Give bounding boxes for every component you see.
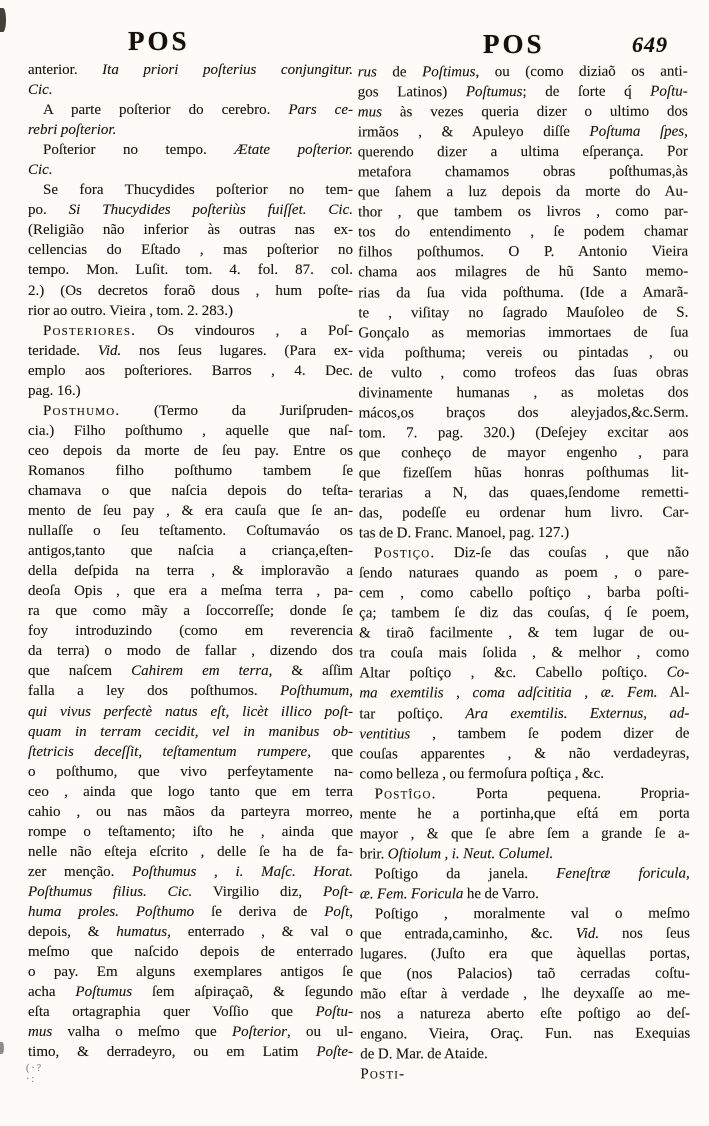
text-line: pag. 16.) — [28, 382, 81, 399]
text-line: mente he a portinha,que eſtá em porta — [359, 805, 690, 823]
text-line: anterior. Ita priori poſterius conjungitur. — [28, 62, 353, 78]
text-line: lugares. (Juſto era que àquellas portas, — [359, 945, 691, 963]
text-line: tom. 7. pag. 320.) (Deſejey excitar aos — [358, 424, 689, 442]
text-line: meſmo que naſcido depois de enterrado — [28, 944, 353, 961]
text-line: A parte poſterior do cerebro. Pars ce- — [43, 102, 353, 119]
column-left-text — [28, 60, 353, 1062]
scan-smudge-ink-marks: (·?·: — [26, 1063, 44, 1085]
text-line: tas de D. Franc. Manoel, pag. 127.) — [358, 524, 570, 542]
text-line: mus valha o meſmo que Poſterior, ou ul- — [28, 1024, 353, 1041]
text-line: timo, & derradeyro, ou em Latim Poſte- — [28, 1044, 353, 1061]
text-line: emplo aos poſteriores. Barros , 4. Dec. — [28, 362, 353, 379]
text-line: huma proles. Poſthumo ſe deriva de Poſt, — [28, 903, 353, 920]
text-line: teridade. Vid. nos ſeus lugares. (Para ex- — [28, 342, 353, 359]
text-line: chamava o que naſcia depois do teſta- — [28, 482, 353, 499]
text-line: po. Si Thucydides poſteriùs fuiſſet. Cic. — [28, 202, 353, 219]
text-line: foy introduzindo (como em reverencia — [28, 623, 353, 640]
text-line: mento de ſeu pay , & era cauſa que ſe an- — [28, 503, 353, 520]
text-line: æ. Fem. Foricula he de Varro. — [359, 885, 539, 903]
text-line: querendo dizer a ultima eſperança. Por — [357, 143, 688, 161]
text-line: thor , que tambem os livros , como par- — [358, 203, 689, 221]
text-line: cahio , ou nas mãos da parteyra morreo, — [28, 803, 353, 820]
text-line: ventitius , tambem ſe podem dizer de — [359, 725, 690, 742]
text-line: ma exemtilis , coma adſcititia , æ. Fem. Al- — [359, 685, 690, 702]
text-line: que fizeſſem hũas honras poſthumas lit- — [358, 464, 689, 482]
text-line: acha Poſtumus ſem aſpiraçaõ, & ſegundo — [28, 984, 353, 1001]
running-title-right: POS — [483, 29, 545, 59]
text-line: tra couſa mais ſolida , & melhor , como — [359, 644, 690, 662]
text-line: zer menção. Poſthumus , i. Maſc. Horat. — [28, 863, 353, 880]
text-line: que naſcem Cahirem em terra, & aſſim — [28, 663, 353, 680]
text-line: antigos,tanto que naſcia a criança,eſten- — [28, 543, 353, 560]
text-line: Poſtigo , moralmente val o meſmo — [374, 905, 690, 923]
text-line: nullaſſe o ſeu teſtamento. Coſtumaváo os — [28, 523, 353, 540]
text-line: filhos poſthumos. O P. Antonio Vieira — [358, 243, 689, 261]
text-line: rias da ſua vida poſthuma. (Ide a Amarã- — [358, 284, 689, 301]
text-line: da terra) o modo de fallar , dizendo dos — [28, 643, 353, 660]
text-line: gos Latinos) Poſtumus; de ſorte q́ Poſtu- — [357, 83, 688, 101]
text-line: ra que como mãy a ſoccorreſſe; donde ſe — [28, 603, 353, 620]
text-line: Romanos filho poſthumo tambem ſe — [28, 462, 353, 479]
text-line: divinamente humanas , as moletas dos — [358, 384, 689, 402]
text-line: tar poſtiço. Ara exemtilis. Externus, ad- — [359, 705, 690, 722]
text-line: chama aos milagres de hũ Santo memo- — [358, 264, 689, 281]
text-line: o pay. Em alguns exemplares antigos ſe — [28, 964, 353, 981]
text-line: Postîgo. Porta pequena. Propria- — [374, 785, 690, 803]
text-line: Posteriores. Os vindouros , a Poſ- — [43, 322, 353, 339]
column-right-text — [358, 62, 691, 1065]
text-line: couſas apparentes , & não verdadeyras, — [359, 745, 690, 763]
text-line: nelle não eſteja eſcrito , delle ſe ha de fa- — [28, 843, 353, 860]
text-line: (Religião não inferior às outras nas ex- — [28, 222, 353, 239]
text-line: ceo , ainda que logo tanto que em terra — [28, 783, 353, 800]
text-line: falla a ley dos poſthumos. Poſthumum, — [28, 683, 353, 700]
text-line: como belleza , ou fermoſura poſtiça , &c. — [359, 765, 605, 783]
text-line: Poſthumus filius. Cic. Virgilio diz, Poſt- — [28, 883, 353, 900]
text-line: Poſterior no tempo. Ætate poſterior. — [43, 142, 353, 159]
text-line: mayor , & que ſe abre ſem a grande ſe a- — [359, 825, 690, 843]
text-line: metafora chamamos obras poſthumas,às — [357, 163, 688, 181]
text-line: & tiraõ facilmente , & tem lugar de ou- — [359, 624, 690, 642]
text-line: ſendo naturaes quando as poem , o pare- — [358, 564, 690, 582]
text-line: brir. Oſtiolum , i. Neut. Columel. — [359, 845, 554, 863]
text-line: cia.) Filho poſthumo , aquelle que naſ- — [28, 422, 353, 439]
catchword: Posti- — [360, 1066, 406, 1083]
running-title-left: POS — [128, 26, 190, 56]
column-right — [358, 62, 691, 1085]
text-line: tempo. Mon. Luſit. tom. 4. fol. 87. col. — [28, 262, 353, 279]
text-line: o poſthumo, que vivo perfeytamente na- — [28, 763, 353, 780]
text-line: della deſpida na terra , & imploravão a — [28, 563, 353, 580]
text-line: cellencias do Eſtado , mas poſterior no — [28, 242, 353, 259]
text-line: Posthumo. (Termo da Juriſpruden- — [43, 402, 353, 419]
scan-smudge-bottom-left — [0, 1042, 4, 1054]
text-line: eſta ortagraphia quer Voſſio que Poſtu- — [28, 1004, 353, 1021]
text-line: depois, & humatus, enterrado , & val o — [28, 924, 353, 941]
text-line: engano. Vieira, Oraç. Fun. nas Exequias — [360, 1025, 691, 1043]
text-line: Cic. — [28, 162, 53, 179]
text-line: que (nos Palacios) taõ cerradas coſtu- — [360, 965, 691, 983]
text-line: rior ao outro. Vieira , tom. 2. 283.) — [28, 302, 234, 319]
text-line: Poſtigo da janela. Feneſtræ foricula, — [374, 865, 690, 883]
text-line: mácos,os braços dos aleyjados,&c.Serm. — [358, 404, 689, 422]
text-line: Gonçalo as memorias immortaes de ſua — [358, 324, 689, 342]
text-line: das, podeſſe eu ordenar hum livro. Car- — [358, 504, 689, 522]
text-line: de D. Mar. de Ataide. — [360, 1046, 488, 1063]
text-line: quam in terram cecidit, vel in manibus ob- — [28, 723, 353, 740]
text-line: irmãos , & Apuleyo diſſe Poſtuma ſpes, — [357, 123, 688, 141]
text-line: que conheço de mayor engenho , para — [358, 444, 689, 462]
text-line: deoſa Opis , que era a meſma terra , pa- — [28, 583, 353, 600]
text-line: Altar poſtiço , &c. Cabello poſtiço. Co- — [359, 664, 690, 682]
page-number: 649 — [632, 32, 668, 57]
text-line: tos do entendimento , ſe podem chamar — [358, 223, 689, 241]
scan-smudge-top-left — [0, 8, 6, 32]
text-line: de vulto , como trofeos das ſuas obras — [358, 364, 689, 382]
text-line: rompe o teſtamento; iſto he , ainda que — [28, 823, 353, 840]
text-line: te , viſitay no ſagrado Mauſoleo de S. — [358, 304, 689, 321]
text-line: mus às vezes queria dizer o ultimo dos — [357, 103, 688, 121]
text-line: terarias a N, das quaes,ſendome remetti- — [358, 484, 689, 502]
text-line: rus de Poſtimus, ou (como diziaõ os anti- — [357, 63, 688, 81]
text-line: rebri poſterior. — [28, 122, 117, 139]
text-line: qui vivus perfectè natus eſt, licèt illico poſt- — [28, 703, 353, 720]
text-line: 2.) (Os decretos foraõ dous , hum poſte- — [28, 282, 353, 299]
text-line: ceo depois da morte de ſeu pay. Entre os — [28, 442, 353, 459]
catchword-line — [360, 1064, 690, 1085]
text-line: vida poſthuma; vereis ou pintadas , ou — [358, 344, 689, 362]
text-line: ſtetricis deceſſit, teſtamentum rumpere, que — [28, 743, 353, 760]
text-line: mão eſtar à verdade , lhe deyxaſſe ao me- — [360, 985, 691, 1003]
column-left — [28, 60, 353, 1062]
text-line: Se fora Thucydides poſterior no tem- — [43, 182, 353, 199]
text-line: ça; tambem ſe diz das couſas, q́ ſe poem, — [359, 604, 690, 622]
text-line: cem , como cabello poſtiço , barba poſti- — [359, 584, 690, 602]
text-line: Cic. — [28, 82, 53, 99]
text-line: nos a natureza aberto eſte poſtigo ao deſ- — [360, 1005, 691, 1023]
text-line: Postiço. Diz-ſe das couſas , que não — [373, 544, 689, 562]
text-line: que ſahem a luz depois da morte do Au- — [357, 183, 689, 201]
text-line: que entrada,caminho, &c. Vid. nos ſeus — [359, 925, 690, 943]
